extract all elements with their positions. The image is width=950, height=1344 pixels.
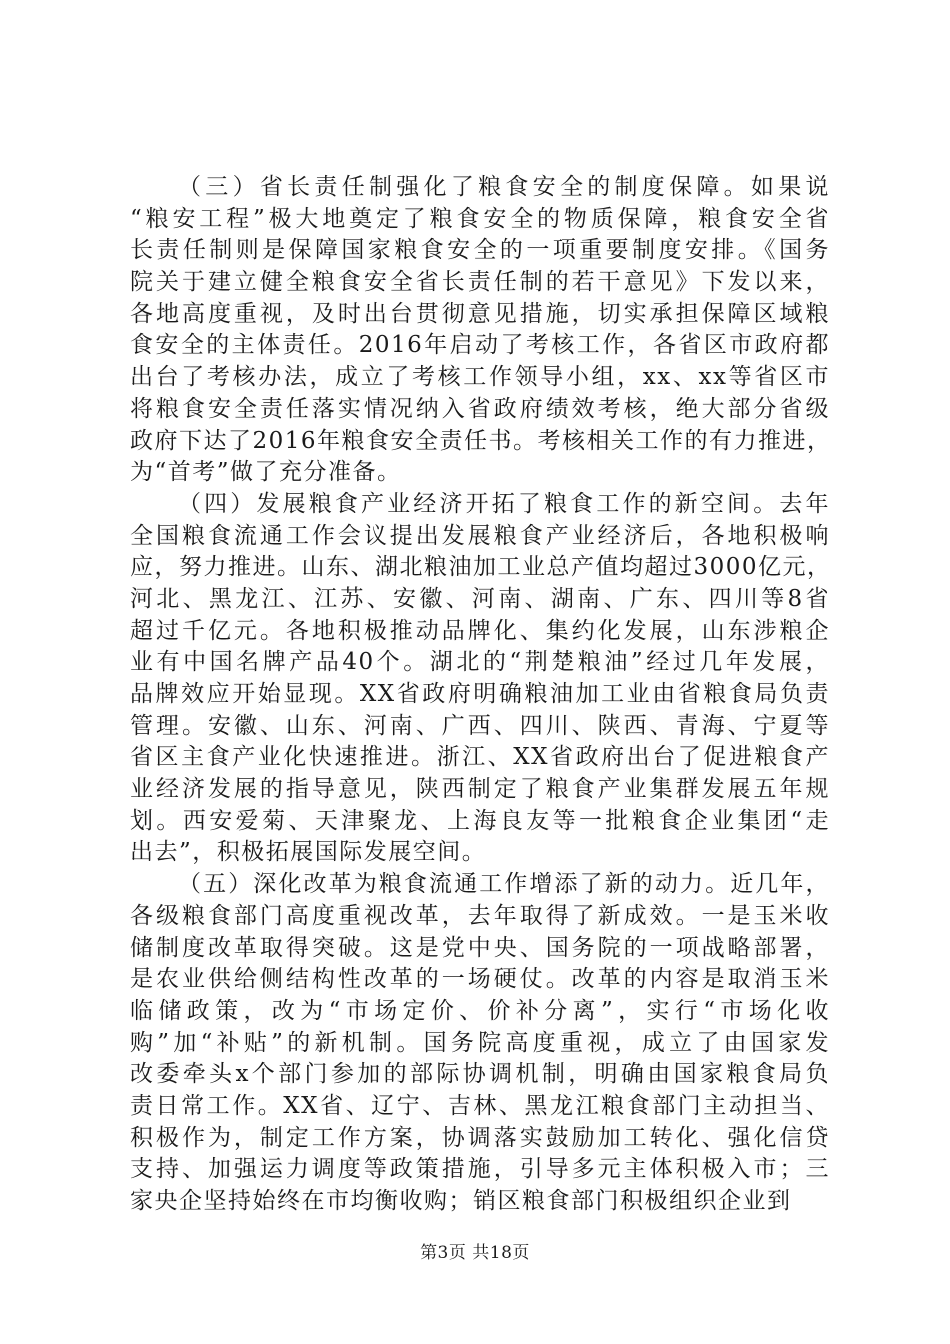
text-line: 临储政策，改为“市场定价、价补分离”，实行“市场化收 <box>130 997 830 1024</box>
text-line: 业经济发展的指导意见，陕西制定了粮食产业集群发展五年规 <box>130 776 830 803</box>
text-line: 全国粮食流通工作会议提出发展粮食产业经济后，各地积极响 <box>130 522 830 549</box>
text-line: 出台了考核办法，成立了考核工作领导小组，xx、xx等省区市 <box>130 364 830 391</box>
text-line: 各地高度重视，及时出台贯彻意见措施，切实承担保障区域粮 <box>130 300 830 327</box>
text-line: 为“首考”做了充分准备。 <box>130 459 402 486</box>
text-line: 食安全的主体责任。2016年启动了考核工作，各省区市政府都 <box>130 332 830 359</box>
text-line: 河北、黑龙江、江苏、安徽、河南、湖南、广东、四川等8省 <box>130 585 830 612</box>
text-line: 超过千亿元。各地积极推动品牌化、集约化发展，山东涉粮企 <box>130 617 830 644</box>
paragraph-section-4 <box>130 489 830 869</box>
page-footer: 第3页 共18页 <box>420 1243 530 1263</box>
text-line: 品牌效应开始显现。XX省政府明确粮油加工业由省粮食局负责 <box>130 681 830 707</box>
text-line: 将粮食安全责任落实情况纳入省政府绩效考核，绝大部分省级 <box>130 395 830 422</box>
text-line: 长责任制则是保障国家粮食安全的一项重要制度安排。《国务 <box>130 237 830 264</box>
text-line: 储制度改革取得突破。这是党中央、国务院的一项战略部署， <box>130 934 830 961</box>
text-line: 改委牵头x个部门参加的部际协调机制，明确由国家粮食局负 <box>130 1061 830 1088</box>
text-line: 出去”，积极拓展国际发展空间。 <box>130 839 487 866</box>
text-line: 各级粮食部门高度重视改革，去年取得了新成效。一是玉米收 <box>130 902 830 929</box>
text-line: 是农业供给侧结构性改革的一场硬仗。改革的内容是取消玉米 <box>130 966 830 993</box>
text-line: 政府下达了2016年粮食安全责任书。考核相关工作的有力推进， <box>130 427 832 454</box>
text-line: 积极作为，制定工作方案，协调落实鼓励加工转化、强化信贷 <box>130 1124 830 1151</box>
text-line: 家央企坚持始终在市均衡收购；销区粮食部门积极组织企业到 <box>130 1188 792 1214</box>
text-line: （三）省长责任制强化了粮食安全的制度保障。如果说 <box>178 174 830 200</box>
text-line: （四）发展粮食产业经济开拓了粮食工作的新空间。去年 <box>178 490 830 517</box>
text-line: “粮安工程”极大地奠定了粮食安全的物质保障，粮食安全省 <box>130 205 830 232</box>
text-line: 责日常工作。XX省、辽宁、吉林、黑龙江粮食部门主动担当、 <box>130 1092 830 1119</box>
text-line: （五）深化改革为粮食流通工作增添了新的动力。近几年， <box>178 871 830 898</box>
paragraph-section-5 <box>130 869 830 1218</box>
text-line: 支持、加强运力调度等政策措施，引导多元主体积极入市；三 <box>130 1156 830 1183</box>
text-line: 管理。安徽、山东、河南、广西、四川、陕西、青海、宁夏等 <box>130 712 830 739</box>
paragraph-section-3 <box>130 172 830 489</box>
text-line: 省区主食产业化快速推进。浙江、XX省政府出台了促进粮食产 <box>130 744 830 771</box>
text-line: 应，努力推进。山东、湖北粮油加工业总产值均超过3000亿元， <box>130 554 832 581</box>
text-line: 业有中国名牌产品40个。湖北的“荆楚粮油”经过几年发展， <box>130 649 830 676</box>
text-line: 院关于建立健全粮食安全省长责任制的若干意见》下发以来， <box>130 269 830 296</box>
text-line: 购”加“补贴”的新机制。国务院高度重视，成立了由国家发 <box>130 1029 830 1056</box>
text-line: 划。西安爱菊、天津聚龙、上海良友等一批粮食企业集团“走 <box>130 807 830 834</box>
document-body <box>130 172 830 1218</box>
